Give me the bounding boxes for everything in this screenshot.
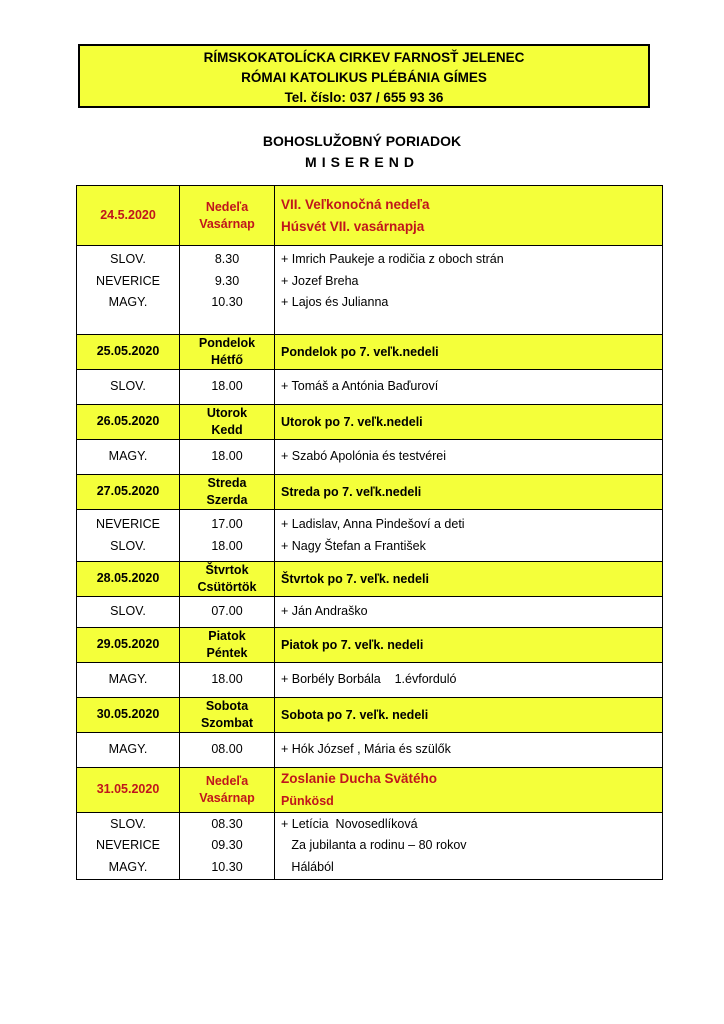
mass-place: MAGY. [108, 672, 148, 687]
mass-places [77, 663, 180, 698]
mass-intention: + Nagy Štefan a František [281, 538, 426, 553]
liturgy-title-sk: Pondelok po 7. veľk.nedeli [281, 345, 439, 359]
mass-time: 8.30 [214, 252, 240, 266]
mass-intention: + Imrich Paukeje a rodičia z oboch strán [281, 252, 504, 266]
mass-place: SLOV. [110, 816, 146, 831]
mass-time: 9.30 [214, 273, 240, 288]
mass-places [77, 813, 180, 880]
day-header-row [77, 335, 663, 370]
mass-time: 08.30 [211, 816, 243, 831]
mass-row [77, 370, 663, 405]
day-name-sk: Pondelok [198, 336, 256, 350]
mass-places [77, 246, 180, 335]
day-name [180, 562, 275, 597]
day-name-sk: Nedeľa [205, 774, 249, 788]
mass-row [77, 440, 663, 475]
day-date [77, 768, 180, 813]
mass-time: 18.00 [211, 449, 243, 464]
liturgy-title-sk: VII. Veľkonočná nedeľa [281, 196, 430, 212]
mass-time: 07.00 [211, 604, 243, 619]
day-name-sk: Sobota [205, 699, 249, 713]
mass-place: SLOV. [110, 252, 146, 266]
mass-row [77, 246, 663, 335]
day-date [77, 475, 180, 510]
day-name [180, 405, 275, 440]
day-header-row [77, 698, 663, 733]
mass-place: MAGY. [108, 742, 148, 757]
mass-places [77, 510, 180, 562]
day-liturgy-title [275, 186, 663, 246]
mass-intention: Za jubilanta a rodinu – 80 rokov [281, 838, 467, 853]
liturgy-title-sk: Štvrtok po 7. veľk. nedeli [281, 572, 429, 586]
mass-intentions [275, 370, 663, 405]
liturgy-title-sk: Streda po 7. veľk.nedeli [281, 485, 422, 499]
day-name-hu: Vasárnap [199, 791, 255, 805]
date-text: 27.05.2020 [96, 484, 160, 499]
date-text: 29.05.2020 [96, 637, 160, 652]
day-date [77, 405, 180, 440]
liturgy-title-sk: Zoslanie Ducha Svätého [281, 771, 438, 786]
mass-time: 08.00 [211, 742, 243, 757]
mass-place: MAGY. [108, 295, 148, 309]
mass-row [77, 813, 663, 880]
liturgy-title-sk: Sobota po 7. veľk. nedeli [281, 708, 429, 722]
date-text: 25.05.2020 [96, 344, 160, 359]
day-date [77, 628, 180, 663]
day-name [180, 628, 275, 663]
day-name [180, 186, 275, 246]
day-name [180, 768, 275, 813]
mass-intention: + Ján Andraško [281, 604, 368, 619]
day-name-hu: Vasárnap [199, 216, 255, 231]
day-header-row [77, 628, 663, 663]
mass-times [180, 370, 275, 405]
liturgy-title-sk: Utorok po 7. veľk.nedeli [281, 415, 423, 429]
day-header-row [77, 768, 663, 813]
mass-intentions [275, 440, 663, 475]
mass-intention: + Hók József , Mária és szülők [281, 742, 451, 757]
liturgy-title-hu: Húsvét VII. vasárnapja [281, 218, 425, 234]
day-header-row [77, 475, 663, 510]
mass-place: NEVERICE [96, 838, 160, 853]
mass-intentions [275, 510, 663, 562]
mass-place: NEVERICE [96, 273, 160, 288]
header-line-3: Tel. číslo: 037 / 655 93 36 [284, 90, 444, 105]
mass-times [180, 510, 275, 562]
mass-times [180, 813, 275, 880]
day-name-hu: Kedd [211, 423, 243, 437]
mass-places [77, 440, 180, 475]
mass-intention: + Letícia Novosedlíková [281, 816, 418, 831]
day-header-row [77, 405, 663, 440]
day-date [77, 335, 180, 370]
day-liturgy-title [275, 562, 663, 597]
day-liturgy-title [275, 475, 663, 510]
mass-time: 18.00 [211, 672, 243, 687]
mass-intentions [275, 813, 663, 880]
day-liturgy-title [275, 628, 663, 663]
mass-row [77, 597, 663, 628]
mass-intentions [275, 733, 663, 768]
mass-place: MAGY. [108, 449, 148, 464]
mass-place: SLOV. [110, 538, 146, 553]
liturgy-title-sk: Piatok po 7. veľk. nedeli [281, 638, 424, 652]
mass-intention: Hálából [281, 859, 334, 874]
mass-intention: + Szabó Apolónia és testvérei [281, 449, 447, 464]
day-date [77, 186, 180, 246]
mass-schedule-table [76, 185, 663, 880]
date-text: 24.5.2020 [100, 207, 156, 222]
mass-intentions [275, 597, 663, 628]
day-header-row [77, 186, 663, 246]
mass-times [180, 246, 275, 335]
mass-place: NEVERICE [96, 517, 160, 531]
day-name-sk: Štvrtok [205, 563, 249, 577]
mass-times [180, 663, 275, 698]
mass-row [77, 510, 663, 562]
day-name [180, 698, 275, 733]
mass-times [180, 733, 275, 768]
mass-times [180, 597, 275, 628]
mass-time: 10.30 [211, 295, 243, 309]
mass-place: SLOV. [110, 604, 146, 619]
date-text: 31.05.2020 [96, 782, 160, 797]
day-name-sk: Utorok [206, 406, 248, 420]
day-liturgy-title [275, 405, 663, 440]
day-liturgy-title [275, 768, 663, 813]
mass-time: 17.00 [211, 517, 243, 531]
mass-places [77, 370, 180, 405]
day-name-hu: Péntek [206, 646, 248, 660]
mass-intentions [275, 246, 663, 335]
day-name-hu: Szombat [200, 716, 254, 730]
mass-places [77, 597, 180, 628]
mass-intention: + Ladislav, Anna Pindešoví a deti [281, 517, 465, 531]
mass-intention: + Jozef Breha [281, 273, 359, 288]
day-date [77, 698, 180, 733]
parish-header [78, 44, 650, 108]
mass-place: MAGY. [108, 859, 148, 874]
date-text: 26.05.2020 [96, 414, 160, 429]
mass-time: 18.00 [211, 538, 243, 553]
page-title: BOHOSLUŽOBNÝ PORIADOK [262, 133, 462, 149]
day-liturgy-title [275, 698, 663, 733]
day-name-sk: Piatok [208, 629, 246, 643]
mass-row [77, 663, 663, 698]
liturgy-title-hu: Pünkösd [281, 794, 334, 808]
mass-times [180, 440, 275, 475]
date-text: 28.05.2020 [96, 571, 160, 586]
day-name-sk: Streda [207, 476, 247, 490]
mass-intention: + Borbély Borbála 1.évforduló [281, 672, 457, 687]
day-header-row [77, 562, 663, 597]
day-name [180, 335, 275, 370]
header-line-1: RÍMSKOKATOLÍCKA CIRKEV FARNOSŤ JELENEC [203, 50, 525, 65]
day-name-hu: Csütörtök [197, 580, 257, 594]
day-liturgy-title [275, 335, 663, 370]
mass-places [77, 733, 180, 768]
day-name-hu: Hétfő [211, 353, 243, 367]
mass-time: 09.30 [211, 838, 243, 853]
mass-time: 10.30 [211, 859, 243, 874]
mass-place: SLOV. [110, 379, 146, 394]
date-text: 30.05.2020 [96, 707, 160, 722]
mass-row [77, 733, 663, 768]
mass-intention: + Lajos és Julianna [281, 295, 389, 309]
header-line-2: RÓMAI KATOLIKUS PLÉBÁNIA GÍMES [241, 70, 487, 85]
mass-time: 18.00 [211, 379, 243, 394]
day-date [77, 562, 180, 597]
mass-intention: + Tomáš a Antónia Baďuroví [281, 379, 439, 394]
page-subtitle: MISEREND [305, 154, 419, 170]
mass-intentions [275, 663, 663, 698]
day-name-hu: Szerda [206, 493, 248, 507]
day-name-sk: Nedeľa [205, 199, 249, 214]
day-name [180, 475, 275, 510]
